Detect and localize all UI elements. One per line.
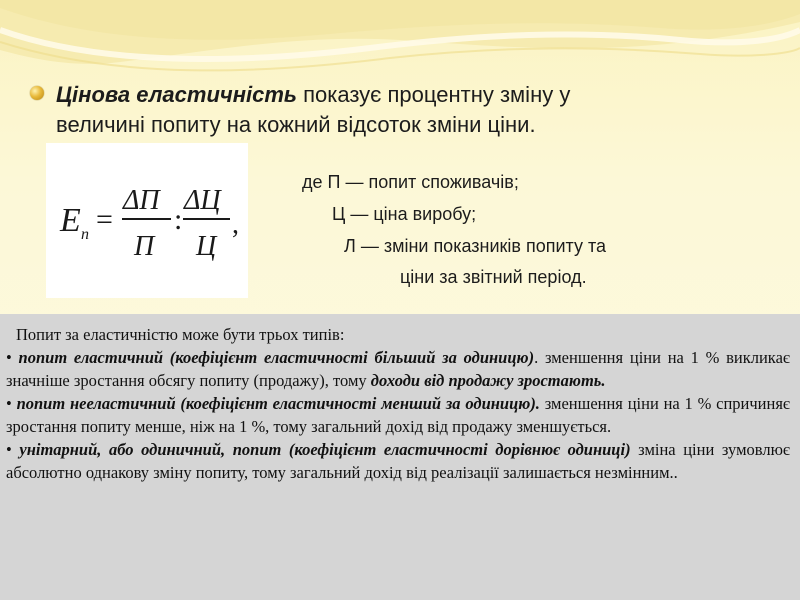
intro-text bbox=[56, 80, 756, 140]
bullet-icon bbox=[30, 86, 44, 100]
list-bullet: • bbox=[6, 394, 12, 413]
list-bullet: • bbox=[6, 348, 12, 367]
list-bullet: • bbox=[6, 440, 12, 459]
intro-line1-rest: показує процентну зміну у bbox=[296, 82, 571, 107]
legend-line-1: де П — попит споживачів; bbox=[302, 172, 519, 192]
formula-e: E bbox=[60, 202, 81, 239]
inelastic-lead: попит нееластичний (коефіцієнт еластичності менший за одиницю). bbox=[11, 394, 540, 413]
elastic-text: . зменшення ціни на 1 % викликає значніше зростання обсягу попиту (продажу), тому bbox=[6, 348, 790, 390]
formula-comma: , bbox=[232, 209, 239, 240]
demand-type-unitary bbox=[6, 438, 790, 484]
inelastic-text: зменшення ціни на 1 % спричиняє зростання попиту менше, ніж на 1 %, тому загальний дохід від продажу зменшується. bbox=[6, 394, 790, 436]
formula-delta-c: ΔЦ bbox=[184, 185, 221, 216]
demand-type-elastic bbox=[6, 346, 790, 392]
legend-line-2: Ц — ціна виробу; bbox=[332, 204, 477, 224]
formula-equals: = bbox=[96, 203, 113, 236]
formula-e-sub: п bbox=[81, 226, 89, 243]
unitary-lead: унітарний, або одиничний, попит (коефіцієнт еластичності дорівнює одиниці) bbox=[11, 440, 631, 459]
elastic-lead: попит еластичний (коефіцієнт еластичності більший за одиницю) bbox=[11, 348, 535, 367]
intro-line2: величині попиту на кожний відсоток зміни ціни. bbox=[56, 112, 536, 137]
decorative-wave bbox=[0, 0, 800, 90]
demand-types-heading: Попит за еластичністю може бути трьох типів: bbox=[16, 325, 345, 344]
formula-image bbox=[46, 143, 248, 298]
demand-type-inelastic bbox=[6, 392, 790, 438]
formula-c: Ц bbox=[196, 231, 217, 262]
intro-term: Цінова еластичність bbox=[56, 82, 297, 107]
unitary-text: зміна ціни зумовлює абсолютно однакову зміну попиту, тому загальний дохід від реалізації залишається незмінним.. bbox=[6, 440, 790, 482]
elastic-emphasis: доходи від продажу зростають. bbox=[370, 371, 606, 390]
demand-types-panel bbox=[0, 314, 800, 600]
formula-delta-p: ΔП bbox=[123, 185, 160, 216]
formula bbox=[46, 143, 248, 298]
legend-line-3: Л — зміни показників попиту та bbox=[344, 236, 607, 256]
formula-p: П bbox=[134, 231, 155, 262]
demand-types-text bbox=[6, 323, 790, 484]
formula-colon: : bbox=[174, 203, 183, 236]
legend-line-4: ціни за звітний період. bbox=[400, 267, 587, 287]
